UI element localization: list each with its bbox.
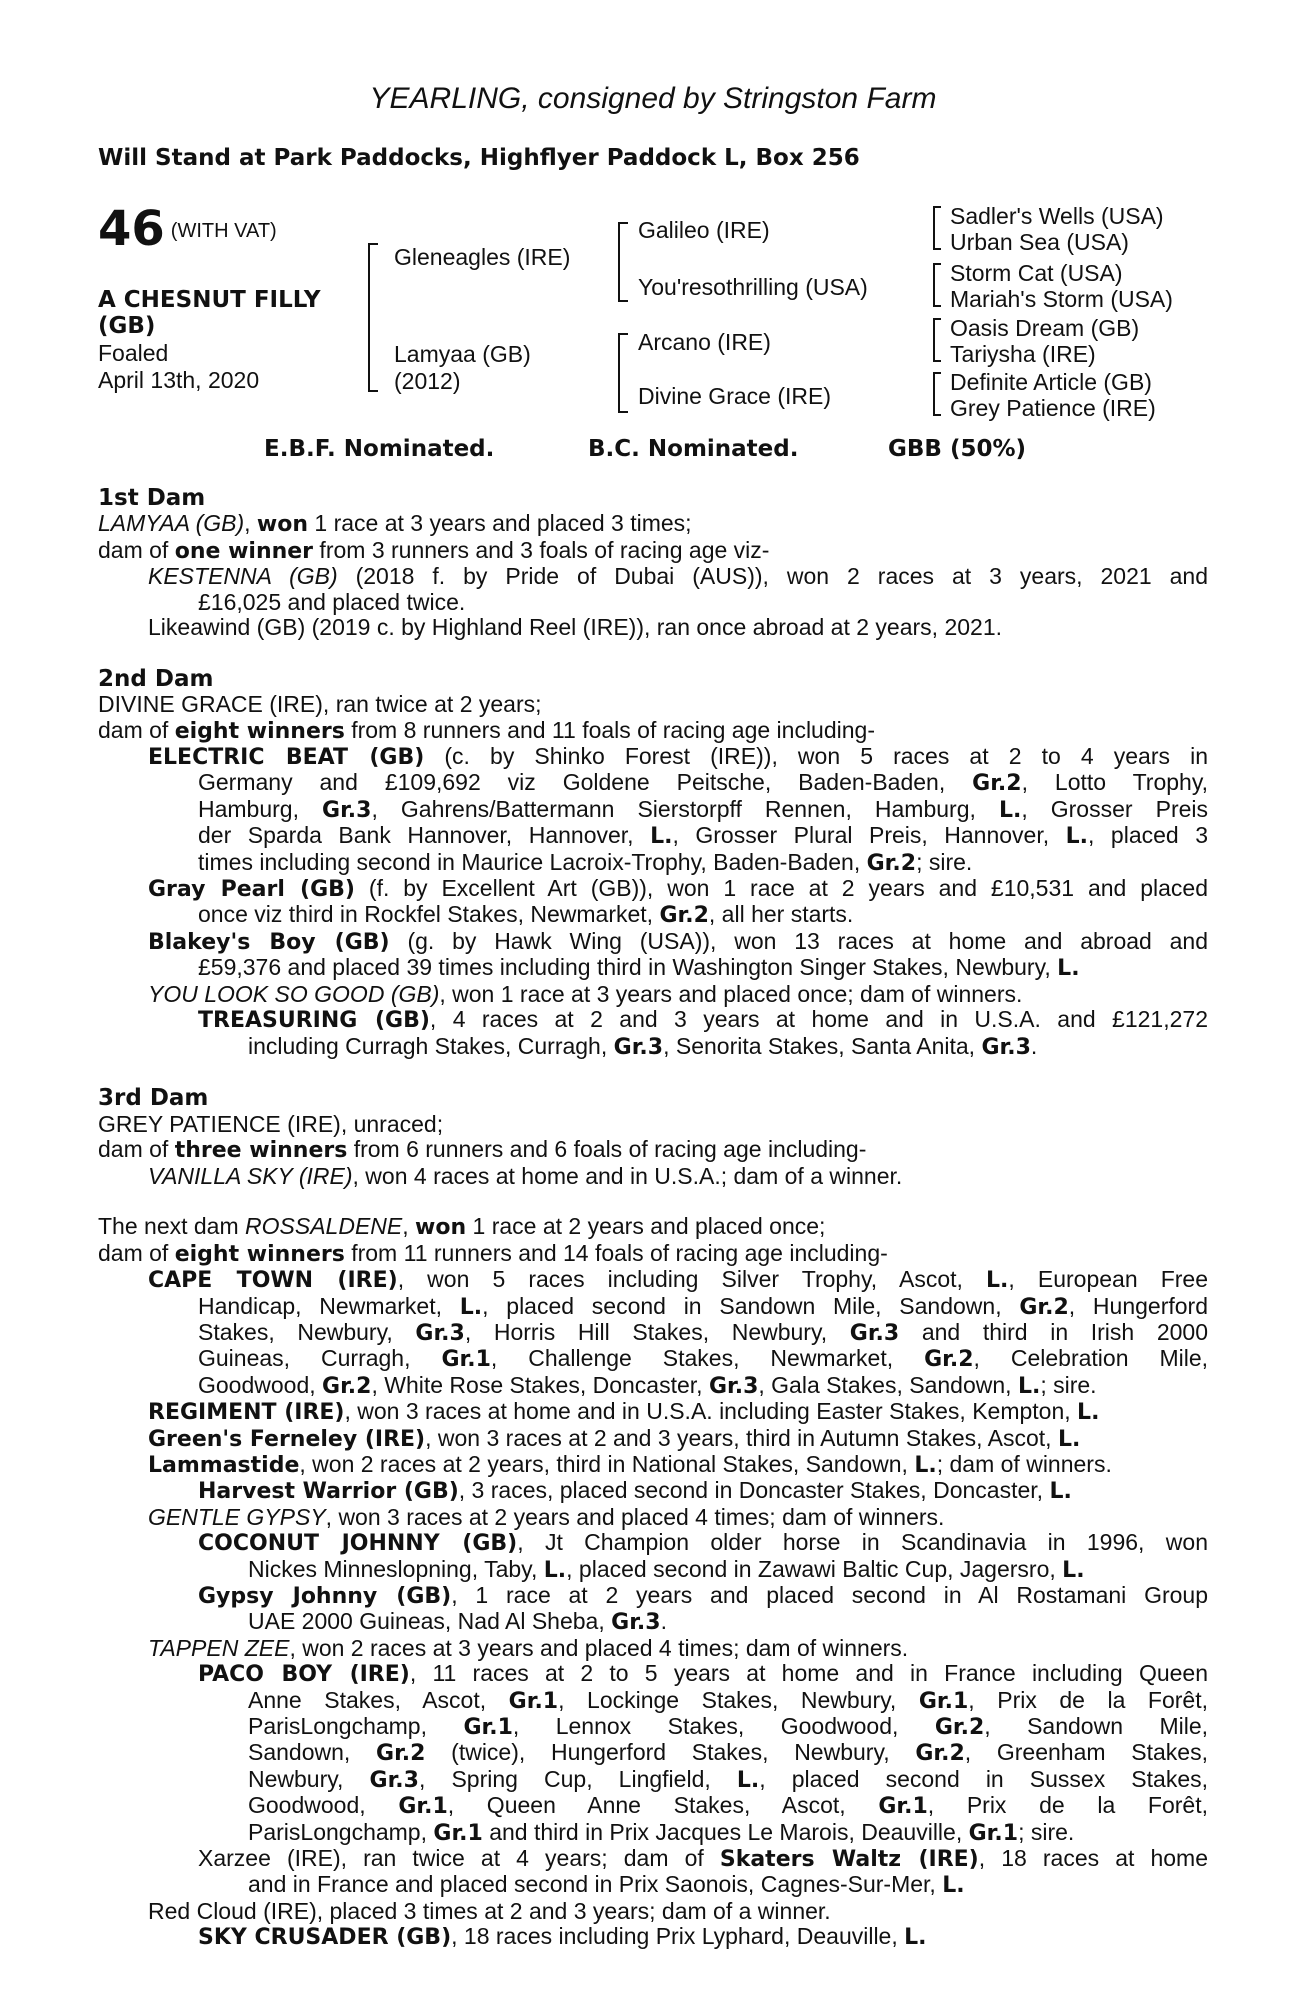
sire-sire-name: Galileo (IRE) — [638, 217, 770, 243]
text-line — [98, 1373, 1208, 1399]
text-run: , Sandown Mile, — [984, 1713, 1208, 1740]
text-run: DIVINE GRACE (IRE), ran twice at 2 years; — [98, 691, 542, 718]
bold-run: L. — [1077, 1400, 1100, 1426]
bold-run: Gr.1 — [433, 1820, 483, 1846]
bold-run: Gray Pearl (GB) — [148, 877, 355, 903]
text-run: der Sparda Bank Hannover, Hannover, — [198, 822, 651, 849]
text-line — [98, 692, 1208, 717]
text-run: from 11 runners and 14 foals of racing age including- — [344, 1239, 888, 1266]
text-run: , placed second in Zawawi Baltic Cup, Jagersro, — [566, 1555, 1063, 1582]
text-run: , European Free — [1008, 1266, 1208, 1293]
italic-run: YOU LOOK SO GOOD (GB) — [148, 980, 440, 1007]
bold-run: Skaters Waltz (IRE) — [719, 1847, 979, 1873]
text-run: , Hungerford — [1068, 1292, 1208, 1319]
text-run: , 1 race at 2 years and placed second in Al Rostamani Group — [451, 1582, 1208, 1609]
bold-run: L. — [914, 1452, 937, 1478]
text-run: ParisLongchamp, — [248, 1818, 434, 1845]
bold-run: eight winners — [174, 718, 345, 744]
italic-run: TAPPEN ZEE — [148, 1634, 290, 1661]
pedigree-notes — [98, 485, 1208, 1951]
bold-run: Gr.3 — [708, 1373, 759, 1399]
bc-nomination: B.C. Nominated. — [588, 436, 799, 462]
text-run: GREY PATIENCE (IRE), unraced; — [98, 1110, 444, 1137]
text-line — [98, 1793, 1208, 1819]
text-line — [98, 1740, 1208, 1766]
text-run: from 8 runners and 11 foals of racing age including- — [344, 716, 875, 743]
text-run: ParisLongchamp, — [248, 1713, 464, 1740]
text-run: Goodwood, — [198, 1371, 323, 1398]
consignor-title: YEARLING, consigned by Stringston Farm — [369, 82, 937, 115]
lot-number: 46 — [98, 201, 165, 257]
text-run: , won 5 races including Silver Trophy, Ascot, — [397, 1266, 986, 1293]
pedigree-brace-g3-3 — [933, 318, 941, 362]
text-line — [98, 1636, 1208, 1661]
text-run: , placed 3 — [1088, 822, 1209, 849]
text-line — [98, 1661, 1208, 1687]
lot-sex-line1: A CHESNUT FILLY — [98, 287, 321, 313]
bold-run: L. — [1049, 1479, 1072, 1505]
text-line — [98, 538, 1208, 564]
text-run: , won 4 races at home and in U.S.A.; dam of a winner. — [352, 1162, 903, 1189]
foaled-date: April 13th, 2020 — [98, 367, 260, 393]
text-run: Likeawind (GB) (2019 c. by Highland Reel (IRE)), ran once abroad at 2 years, 2021. — [148, 614, 1002, 641]
text-run: UAE 2000 Guineas, Nad Al Sheba, — [248, 1608, 612, 1635]
italic-run: KESTENNA (GB) — [148, 563, 338, 590]
bold-run: Gr.2 — [915, 1741, 965, 1767]
bold-run: won — [415, 1215, 467, 1241]
text-run: . — [660, 1608, 667, 1635]
text-line — [98, 797, 1208, 823]
text-run: 1 race at 2 years and placed once; — [466, 1213, 826, 1240]
bold-run: Gr.1 — [441, 1347, 491, 1373]
text-run: ; sire. — [1040, 1371, 1097, 1398]
text-run: (twice), Hungerford Stakes, Newbury, — [425, 1739, 916, 1766]
text-run: ; sire. — [916, 848, 973, 875]
text-line — [98, 1872, 1208, 1898]
text-line — [98, 982, 1208, 1007]
text-run: , won 2 races at 3 years and placed 4 times; dam of winners. — [289, 1634, 909, 1661]
text-run: (g. by Hawk Wing (USA)), won 13 races at home and abroad and — [389, 927, 1209, 954]
bold-run: L. — [1017, 1373, 1041, 1399]
text-line — [98, 1530, 1208, 1556]
text-line — [98, 1007, 1208, 1033]
text-run: , Queen Anne Stakes, Ascot, — [447, 1792, 879, 1819]
text-run: , 18 races at home — [978, 1845, 1209, 1872]
bold-run: L. — [904, 1925, 927, 1951]
text-run: , Gala Stakes, Sandown, — [758, 1371, 1018, 1398]
bold-run: Harvest Warrior (GB) — [198, 1479, 459, 1505]
text-run: , won 3 races at home and in U.S.A. including Easter Stakes, Kempton, — [344, 1398, 1078, 1425]
section-heading: 1st Dam — [98, 485, 206, 511]
text-line — [98, 666, 1208, 692]
text-line — [98, 615, 1208, 640]
text-run: , Senorita Stakes, Santa Anita, — [663, 1032, 982, 1059]
text-run: Nickes Minneslopning, Taby, — [248, 1555, 544, 1582]
bold-run: Gr.3 — [613, 1034, 664, 1060]
text-line — [98, 1085, 1208, 1111]
italic-run: GENTLE GYPSY — [148, 1503, 326, 1530]
text-run: , won 3 races at 2 years and placed 4 times; dam of winners. — [325, 1503, 945, 1530]
text-line — [98, 1714, 1208, 1740]
text-run: , Spring Cup, Lingfield, — [418, 1765, 737, 1792]
bold-run: L. — [1065, 824, 1089, 850]
pedigree-brace-dam — [618, 333, 628, 413]
text-line — [98, 1478, 1208, 1504]
text-run: , placed second in Sandown Mile, Sandown, — [482, 1292, 1020, 1319]
text-run: , — [244, 510, 257, 537]
text-line — [98, 1557, 1208, 1583]
text-run: Xarzee (IRE), ran twice at 4 years; dam of — [198, 1845, 720, 1872]
text-run: times including second in Maurice Lacroix-Trophy, Baden-Baden, — [198, 848, 867, 875]
bold-run: won — [256, 512, 309, 538]
bold-run: Gr.2 — [866, 850, 917, 876]
text-run: , 4 races at 2 and 3 years at home and in U.S.A. and £121,272 — [429, 1006, 1208, 1033]
text-run: , Gahrens/Battermann Sierstorpff Rennen, Hamburg, — [371, 795, 999, 822]
text-run: , won 1 race at 3 years and placed once; dam of winners. — [439, 980, 1023, 1007]
bold-run: Gr.2 — [972, 771, 1022, 797]
section-gap — [98, 640, 1208, 665]
text-run: , Lennox Stakes, Goodwood, — [512, 1713, 935, 1740]
bold-run: L. — [1062, 1557, 1085, 1583]
text-line — [98, 823, 1208, 849]
text-line — [98, 1399, 1208, 1425]
text-line — [98, 1164, 1208, 1189]
text-line — [98, 902, 1208, 928]
text-run: , White Rose Stakes, Doncaster, — [371, 1371, 709, 1398]
text-line — [98, 744, 1208, 770]
bold-run: COCONUT JOHNNY (GB) — [198, 1531, 518, 1557]
text-run: Germany and £109,692 viz Goldene Peitsche, Baden-Baden, — [198, 769, 973, 796]
text-run: , Grosser Plural Preis, Hannover, — [672, 822, 1066, 849]
foaled-label: Foaled — [98, 340, 169, 366]
text-run: dam of — [98, 1239, 175, 1266]
bold-run: Gr.1 — [918, 1688, 969, 1714]
g3-sire-dam-sire: Storm Cat (USA) — [950, 260, 1123, 286]
text-run: Red Cloud (IRE), placed 3 times at 2 and 3 years; dam of a winner. — [148, 1897, 831, 1924]
text-line — [98, 1112, 1208, 1137]
text-run: from 3 runners and 3 foals of racing age viz- — [313, 536, 770, 563]
g3-sire-sire-dam: Urban Sea (USA) — [950, 229, 1129, 255]
bold-run: L. — [1057, 956, 1080, 982]
vat-note: (WITH VAT) — [170, 220, 277, 242]
bold-run: L. — [459, 1294, 483, 1320]
bold-run: Gr.3 — [322, 797, 372, 823]
text-run: dam of — [98, 1136, 175, 1163]
pedigree-brace-g3-2 — [933, 263, 941, 307]
text-run: . — [1030, 1032, 1038, 1059]
stand-location: Will Stand at Park Paddocks, Highflyer Paddock L, Box 256 — [98, 145, 860, 171]
text-run: Hamburg, — [198, 795, 323, 822]
text-run: Sandown, — [248, 1739, 377, 1766]
text-run: Handicap, Newmarket, — [198, 1292, 460, 1319]
dam-year: (2012) — [394, 368, 461, 394]
text-line — [98, 1320, 1208, 1346]
g3-dam-dam-dam: Grey Patience (IRE) — [950, 395, 1156, 421]
text-run: , — [402, 1213, 416, 1240]
bold-run: Gr.3 — [611, 1610, 661, 1636]
text-run: , Prix de la Forêt, — [927, 1792, 1208, 1819]
bold-run: Gr.3 — [415, 1320, 465, 1346]
text-run: , won 2 races at 2 years, third in National Stakes, Sandown, — [299, 1450, 915, 1477]
text-run: Anne Stakes, Ascot, — [248, 1686, 509, 1713]
text-line — [98, 1583, 1208, 1609]
bold-run: one winner — [174, 538, 314, 564]
bold-run: Gr.2 — [322, 1373, 372, 1399]
bold-run: Gr.3 — [849, 1320, 900, 1346]
text-line — [98, 1452, 1208, 1478]
text-run: , won 3 races at 2 and 3 years, third in Autumn Stakes, Ascot, — [425, 1424, 1058, 1451]
text-run: , all her starts. — [708, 901, 854, 928]
section-heading: 2nd Dam — [98, 665, 214, 692]
bold-run: PACO BOY (IRE) — [198, 1662, 410, 1688]
text-run: The next dam — [98, 1213, 246, 1240]
bold-run: CAPE TOWN (IRE) — [148, 1268, 398, 1294]
text-run: , Horris Hill Stakes, Newbury, — [464, 1318, 850, 1345]
text-line — [98, 1846, 1208, 1872]
text-line — [98, 1899, 1208, 1924]
bold-run: Blakey's Boy (GB) — [148, 929, 390, 955]
bold-run: Gr.2 — [1019, 1294, 1069, 1320]
bold-run: Gr.1 — [968, 1820, 1019, 1846]
bold-run: Gypsy Johnny (GB) — [198, 1584, 452, 1610]
bold-run: Gr.2 — [924, 1347, 974, 1373]
bold-run: Gr.3 — [981, 1034, 1031, 1060]
g3-dam-sire-sire: Oasis Dream (GB) — [950, 315, 1140, 341]
text-run: including Curragh Stakes, Curragh, — [248, 1032, 614, 1059]
text-run: , Lockinge Stakes, Newbury, — [558, 1686, 919, 1713]
text-run: ; dam of winners. — [936, 1450, 1112, 1477]
bold-run: eight winners — [174, 1241, 345, 1267]
bold-run: L. — [998, 797, 1022, 823]
g3-dam-sire-dam: Tariysha (IRE) — [950, 341, 1096, 367]
text-run: , Greenham Stakes, — [964, 1739, 1208, 1766]
text-run: (2018 f. by Pride of Dubai (AUS)), won 2 races at 3 years, 2021 and — [337, 563, 1209, 590]
text-line — [98, 1688, 1208, 1714]
bold-run: Gr.1 — [463, 1715, 513, 1741]
text-run: (f. by Excellent Art (GB)), won 1 race at 2 years and £10,531 and placed — [355, 875, 1209, 902]
text-line — [98, 485, 1208, 511]
g3-sire-sire-sire: Sadler's Wells (USA) — [950, 203, 1164, 229]
text-run: dam of — [98, 716, 175, 743]
bold-run: three winners — [174, 1138, 348, 1164]
bold-run: TREASURING (GB) — [198, 1008, 430, 1034]
text-line — [98, 718, 1208, 744]
text-run: , Jt Champion older horse in Scandinavia in 1996, won — [517, 1529, 1208, 1556]
text-run: Newbury, — [248, 1765, 370, 1792]
text-run: , Challenge Stakes, Newmarket, — [490, 1345, 925, 1372]
bold-run: SKY CRUSADER (GB) — [198, 1925, 452, 1951]
pedigree-brace-sire — [618, 222, 628, 302]
italic-run: ROSSALDENE — [245, 1213, 403, 1240]
section-gap — [98, 1189, 1208, 1214]
bold-run: Gr.2 — [376, 1741, 426, 1767]
text-run: (c. by Shinko Forest (IRE)), won 5 races at 2 to 4 years in — [424, 743, 1209, 770]
text-run: , 18 races including Prix Lyphard, Deauville, — [451, 1923, 905, 1950]
dam-name: Lamyaa (GB) — [394, 341, 531, 367]
bold-run: Gr.1 — [878, 1794, 928, 1820]
bold-run: L. — [1057, 1426, 1081, 1452]
bold-run: Gr.2 — [659, 903, 709, 929]
section-heading: 3rd Dam — [98, 1085, 209, 1112]
text-run: , placed second in Sussex Stakes, — [759, 1765, 1209, 1792]
lot-number-line — [98, 203, 277, 255]
text-run: Stakes, Newbury, — [198, 1318, 416, 1345]
text-line — [98, 850, 1208, 876]
text-run: dam of — [98, 536, 175, 563]
bold-run: L. — [985, 1268, 1009, 1294]
text-run: Guineas, Curragh, — [198, 1345, 442, 1372]
bold-run: Gr.2 — [934, 1715, 985, 1741]
text-run: and third in Prix Jacques Le Marois, Deauville, — [482, 1818, 969, 1845]
lot-sex-line2: (GB) — [98, 313, 156, 339]
text-run: £59,376 and placed 39 times including third in Washington Singer Stakes, Newbury, — [198, 954, 1058, 981]
bold-run: Green's Ferneley (IRE) — [148, 1426, 426, 1452]
text-run: once viz third in Rockfel Stakes, Newmarket, — [198, 901, 660, 928]
text-line — [98, 955, 1208, 981]
text-line — [98, 1505, 1208, 1530]
text-line — [98, 770, 1208, 796]
text-line — [98, 1924, 1208, 1950]
bold-run: L. — [650, 824, 673, 850]
bold-run: REGIMENT (IRE) — [148, 1400, 345, 1426]
text-run: , 11 races at 2 to 5 years at home and in France including Queen — [409, 1660, 1208, 1687]
text-run: and third in Irish 2000 — [899, 1318, 1208, 1345]
text-line — [98, 1214, 1208, 1240]
bold-run: ELECTRIC BEAT (GB) — [148, 745, 425, 771]
text-line — [98, 1241, 1208, 1267]
dam-dam-name: Divine Grace (IRE) — [638, 383, 831, 409]
text-line — [98, 1767, 1208, 1793]
bold-run: L. — [543, 1557, 567, 1583]
text-line — [98, 1346, 1208, 1372]
bold-run: L. — [942, 1873, 965, 1899]
text-run: 1 race at 3 years and placed 3 times; — [308, 510, 692, 537]
text-line — [98, 564, 1208, 589]
text-run: , Celebration Mile, — [973, 1345, 1208, 1372]
text-run: from 6 runners and 6 foals of racing age including- — [347, 1136, 867, 1163]
gbb-nomination: GBB (50%) — [888, 436, 1027, 462]
text-line — [98, 1820, 1208, 1846]
italic-run: VANILLA SKY (IRE) — [148, 1162, 353, 1189]
sire-dam-name: You'resothrilling (USA) — [638, 274, 868, 300]
bold-run: Gr.1 — [508, 1688, 559, 1714]
dam-sire-name: Arcano (IRE) — [638, 329, 771, 355]
text-run: Goodwood, — [248, 1792, 399, 1819]
text-line — [98, 1294, 1208, 1320]
sire-name: Gleneagles (IRE) — [394, 244, 571, 270]
text-line — [98, 1267, 1208, 1293]
text-line — [98, 511, 1208, 537]
bold-run: Gr.1 — [398, 1794, 448, 1820]
pedigree-brace-g3-1 — [933, 206, 941, 250]
text-line — [98, 929, 1208, 955]
text-line — [98, 1426, 1208, 1452]
text-run: , Lotto Trophy, — [1021, 769, 1208, 796]
text-line — [98, 1137, 1208, 1163]
g3-sire-dam-dam: Mariah's Storm (USA) — [950, 286, 1173, 312]
text-run: £16,025 and placed twice. — [198, 588, 466, 615]
ebf-nomination: E.B.F. Nominated. — [264, 436, 495, 462]
text-run: ; sire. — [1018, 1818, 1075, 1845]
text-run: , Prix de la Forêt, — [968, 1686, 1208, 1713]
text-run: and in France and placed second in Prix Saonois, Cagnes-Sur-Mer, — [248, 1871, 943, 1898]
bold-run: Lammastide — [148, 1452, 300, 1478]
text-line — [98, 1609, 1208, 1635]
pedigree-brace-g3-4 — [933, 372, 941, 416]
g3-dam-dam-sire: Definite Article (GB) — [950, 369, 1152, 395]
bold-run: L. — [736, 1767, 760, 1793]
bold-run: Gr.3 — [369, 1767, 419, 1793]
text-line — [98, 1034, 1208, 1060]
text-line — [98, 876, 1208, 902]
pedigree-brace-1 — [368, 243, 378, 392]
text-line — [98, 590, 1208, 615]
italic-run: LAMYAA (GB) — [98, 510, 245, 537]
section-gap — [98, 1060, 1208, 1085]
text-run: , Grosser Preis — [1021, 795, 1208, 822]
text-run: , 3 races, placed second in Doncaster Stakes, Doncaster, — [458, 1477, 1050, 1504]
